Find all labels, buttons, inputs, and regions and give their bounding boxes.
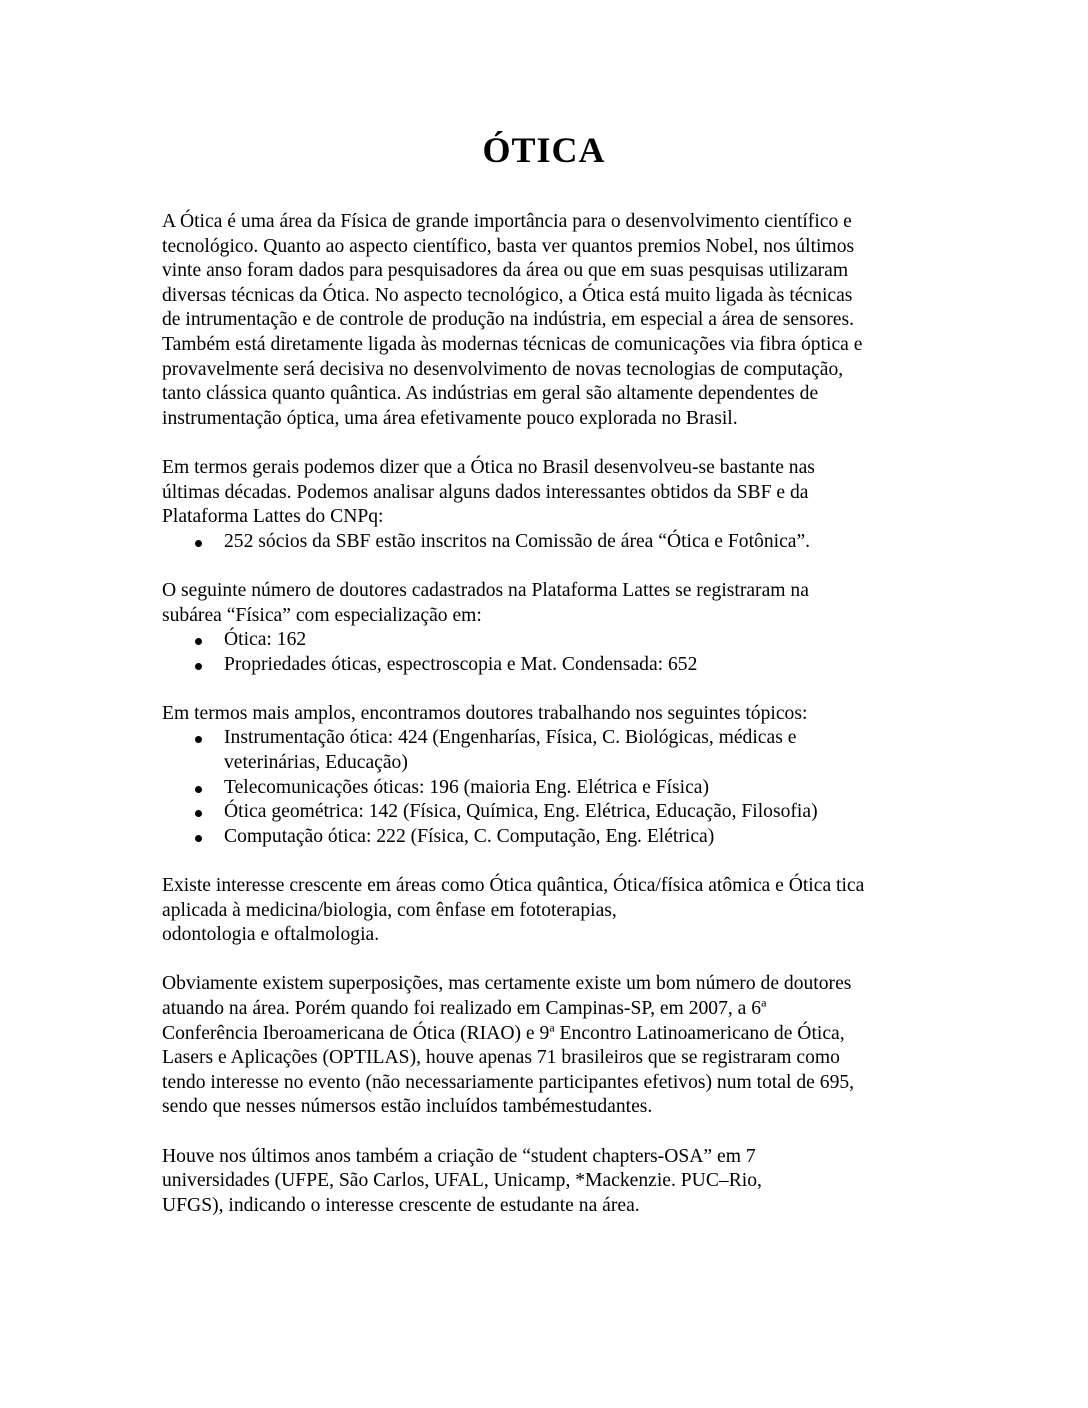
text-line: Em termos mais amplos, encontramos doutores trabalhando nos seguintes tópicos: (162, 702, 808, 724)
text-line (162, 1022, 942, 1047)
text-line: A Ótica é uma área da Física de grande importância para o desenvolvimento científico e (162, 211, 852, 232)
bullet-icon (195, 786, 202, 793)
text-line: vinte anso foram dados para pesquisadores da área ou que em suas pesquisas utilizaram (162, 260, 849, 282)
text-line: subárea “Física” com especialização em: (162, 604, 482, 626)
paragraph-interest (162, 874, 942, 948)
list-item (162, 653, 942, 678)
list-item-text: Instrumentação ótica: 424 (Engenharías, Física, C. Biológicas, médicas e (224, 727, 797, 749)
paragraph-gap (162, 677, 942, 702)
ordinal-superscript: a (761, 995, 767, 1010)
text-line: tendo interesse no evento (não necessariamente participantes efetivos) num total de 695, (162, 1071, 855, 1093)
bullet-icon (195, 638, 202, 645)
list-item-text: Computação ótica: 222 (Física, C. Computação, Eng. Elétrica) (224, 825, 715, 847)
list-item (162, 726, 942, 775)
text-segment: Conferência Iberoamericana de Ótica (RIAO) e 9 (162, 1022, 550, 1044)
paragraph-gap (162, 1120, 942, 1145)
bullet-icon (195, 835, 202, 842)
list-item (162, 825, 942, 850)
text-line: Houve nos últimos anos também a criação de “student chapters-OSA” em 7 (162, 1145, 756, 1167)
bullet-list-specializations (162, 628, 942, 677)
bullet-list-topics (162, 726, 942, 849)
text-line: tecnológico. Quanto ao aspecto científico, basta ver quantos premios Nobel, nos últimos (162, 235, 855, 257)
text-line: UFGS), indicando o interesse crescente de estudante na área. (162, 1194, 640, 1216)
text-line: O seguinte número de doutores cadastrados na Plataforma Lattes se registraram na (162, 579, 809, 601)
list-item-text: Ótica: 162 (224, 629, 307, 651)
list-item-text: Propriedades óticas, espectroscopia e Mat. Condensada: 652 (224, 653, 698, 675)
document-body (162, 210, 942, 1218)
bullet-icon (195, 540, 202, 547)
list-item (162, 800, 942, 825)
text-line: sendo que nesses númersos estão incluídos tambémestudantes. (162, 1096, 653, 1118)
text-line: Também está diretamente ligada às modernas técnicas de comunicações via fibra óptica e (162, 333, 863, 355)
text-line: Existe interesse crescente em áreas como Ótica quântica, Ótica/física atômica e Ótica tica (162, 875, 865, 897)
list-item (162, 530, 942, 555)
text-line: universidades (UFPE, São Carlos, UFAL, Unicamp, *Mackenzie. PUC–Rio, (162, 1170, 762, 1192)
text-line: Lasers e Aplicações (OPTILAS), houve apenas 71 brasileiros que se registraram como (162, 1047, 840, 1069)
text-line: de intrumentação e de controle de produção na indústria, em especial a área de sensores. (162, 309, 855, 331)
paragraph-conference (162, 972, 942, 1120)
paragraph-gap (162, 849, 942, 874)
text-line: Em termos gerais podemos dizer que a Ótica no Brasil desenvolveu-se bastante nas (162, 456, 815, 478)
paragraph-overview (162, 456, 942, 530)
list-item-text: Ótica geométrica: 142 (Física, Química, Eng. Elétrica, Educação, Filosofia) (224, 801, 818, 823)
document-title: ÓTICA (482, 130, 606, 170)
bullet-icon (195, 736, 202, 743)
text-line: provavelmente será decisiva no desenvolvimento de novas tecnologias de computação, (162, 358, 844, 380)
list-item (162, 628, 942, 653)
text-line: instrumentação óptica, uma área efetivamente pouco explorada no Brasil. (162, 407, 738, 429)
paragraph-gap (162, 554, 942, 579)
text-segment: atuando na área. Porém quando foi realizado em Campinas-SP, em 2007, a 6 (162, 998, 762, 1019)
bullet-icon (195, 663, 202, 670)
bullet-icon (195, 810, 202, 817)
bullet-list-sbf (162, 530, 942, 555)
paragraph-topics (162, 702, 942, 727)
list-item-text: Telecomunicações óticas: 196 (maioria Eng. Elétrica e Física) (224, 776, 710, 798)
text-line: odontologia e oftalmologia. (162, 924, 380, 946)
text-line: aplicada à medicina/biologia, com ênfase em fototerapias, (162, 899, 617, 921)
paragraph-lattes (162, 579, 942, 628)
list-item-text: 252 sócios da SBF estão inscritos na Comissão de área “Ótica e Fotônica”. (224, 530, 811, 552)
list-item-text: veterinárias, Educação) (224, 752, 408, 774)
text-line: Plataforma Lattes do CNPq: (162, 506, 384, 528)
text-line: últimas décadas. Podemos analisar alguns dados interessantes obtidos da SBF e da (162, 481, 809, 503)
list-item (162, 776, 942, 801)
text-line: diversas técnicas da Ótica. No aspecto tecnológico, a Ótica está muito ligada às técnicas (162, 284, 853, 306)
paragraph-intro (162, 210, 942, 431)
paragraph-student-chapters (162, 1145, 942, 1219)
text-segment: Encontro Latinoamericano de Ótica, (554, 1022, 845, 1044)
ordinal-superscript: a (549, 1020, 555, 1035)
text-line: tanto clássica quanto quântica. As indústrias em geral são altamente dependentes de (162, 383, 819, 405)
text-line: Obviamente existem superposições, mas certamente existe um bom número de doutores (162, 973, 852, 995)
paragraph-gap (162, 431, 942, 456)
text-line (162, 997, 942, 1022)
paragraph-gap (162, 948, 942, 973)
